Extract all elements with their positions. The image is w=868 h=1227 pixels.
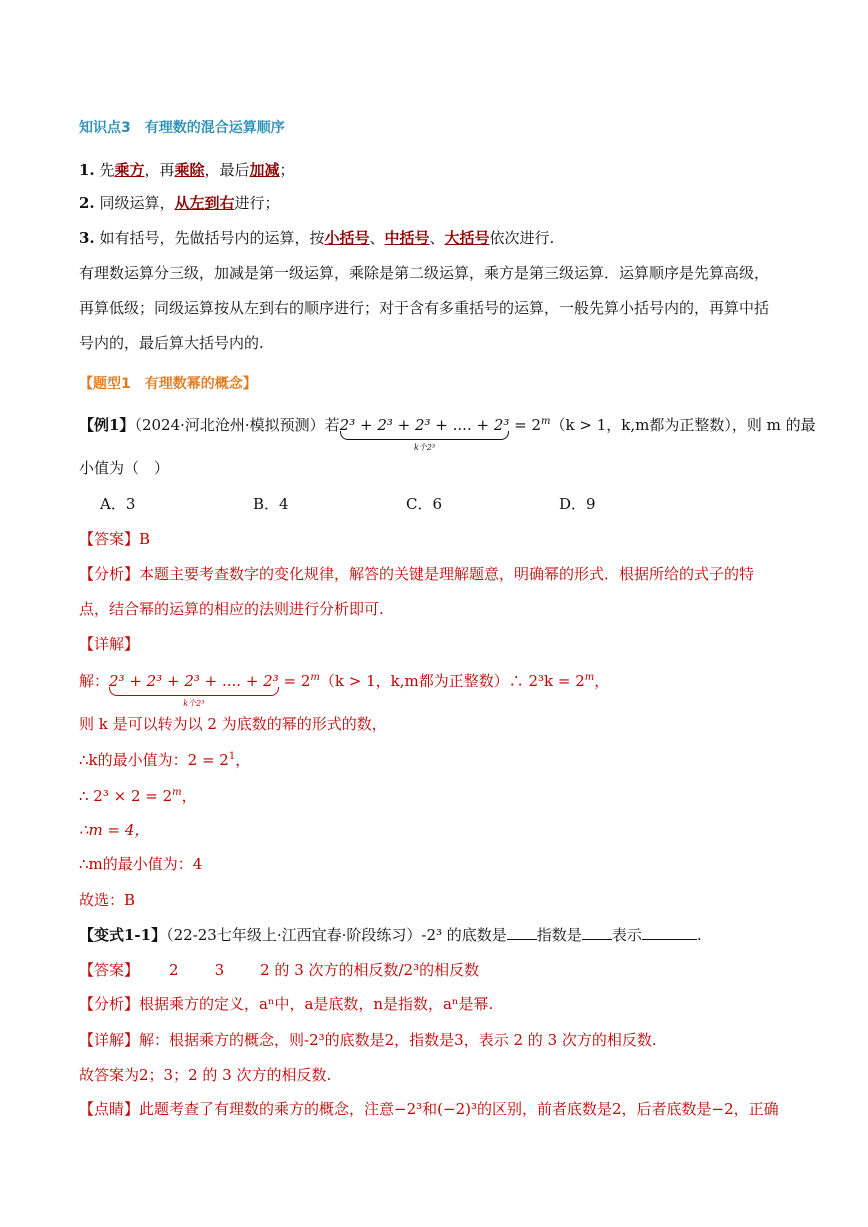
explain-line: 号内的，最后算大括号内的. — [79, 334, 264, 352]
rule-3 — [79, 228, 554, 248]
question-text: 表示 — [611, 926, 642, 944]
punctuation: . — [696, 926, 702, 944]
equation: = 2 — [509, 416, 542, 434]
math-text: ∴k的最小值为：2 = 2 — [79, 751, 229, 769]
therefore: ∴ 2³k = 2 — [508, 672, 585, 690]
rule-text: 如有括号，先做括号内的运算，按 — [99, 229, 325, 247]
variant-tag: 【变式1-1】 — [79, 926, 167, 944]
keyword: 中括号 — [384, 229, 430, 247]
option-b: B．4 — [253, 495, 289, 513]
detail-text: 解：根据乘方的概念，则-2³的底数是2，指数是3，表示 2 的 3 次方的相反数. — [139, 1031, 657, 1049]
answer-label: 【答案】 — [79, 530, 140, 548]
solution-line-1 — [79, 671, 610, 708]
rule-text: ，再 — [144, 161, 175, 179]
underbrace-expression — [339, 415, 510, 452]
exponent: m — [172, 787, 182, 798]
exponent: m — [541, 416, 551, 427]
solution-line-4 — [79, 786, 197, 806]
answer-value-1: 2 — [169, 961, 179, 979]
variant-analysis — [79, 994, 493, 1014]
answer-blank — [642, 925, 697, 940]
punctuation: ， — [235, 751, 251, 769]
type-title: 【题型1 有理数幂的概念】 — [79, 376, 257, 392]
rule-1 — [79, 160, 295, 180]
rule-number: 3. — [79, 229, 95, 247]
section-title: 知识点3 有理数的混合运算顺序 — [79, 120, 285, 136]
rule-text: 、 — [369, 229, 385, 247]
option-a: A．3 — [100, 495, 136, 513]
answer-blank — [507, 925, 537, 940]
solution-prefix: 解： — [79, 672, 110, 690]
rule-2 — [79, 193, 280, 213]
analysis-text: 本题主要考查数字的变化规律，解答的关键是理解题意，明确幂的形式．根据所给的式子的特 — [139, 565, 755, 583]
keyword: 乘方 — [114, 161, 145, 179]
explain-line: 有理数运算分三级，加减是第一级运算，乘除是第二级运算，乘方是第三级运算．运算顺序是先算高级， — [79, 264, 770, 282]
comment-text: 此题考查了有理数的乘方的概念，注意−2³和(−2)³的区别，前者底数是2，后者底数是−2，正确 — [139, 1100, 779, 1118]
analysis-line-1 — [79, 564, 754, 584]
analysis-text: 根据乘方的定义，aⁿ中，a是底数，n是指数，aⁿ是幂. — [139, 995, 494, 1013]
brace-expression: 2³ + 2³ + 2³ + .... + 2³ — [109, 672, 279, 690]
exponent: 1 — [228, 751, 236, 762]
rule-text: ； — [279, 161, 295, 179]
rule-text: 进行； — [234, 194, 280, 212]
condition: （k > 1，k,m都为正整数） — [319, 672, 509, 690]
comment — [79, 1099, 779, 1119]
question-text: 指数是 — [536, 926, 582, 944]
example-line-1 — [79, 415, 816, 452]
solution-line-5: ∴m = 4， — [79, 821, 150, 839]
solution-line-2: 则 k 是可以转为以 2 为底数的幂的形式的数， — [79, 715, 387, 733]
detail-label: 【详解】 — [79, 635, 140, 653]
example-tag: 【例1】 — [79, 416, 135, 434]
explain-line: 再算低级；同级运算按从左到右的顺序进行；对于含有多重括号的运算，一般先算小括号内的，再算中括 — [79, 299, 770, 317]
exponent: m — [310, 672, 320, 683]
exponent: m — [584, 672, 595, 683]
rule-text: 先 — [99, 161, 115, 179]
brace-label: k个2³ — [183, 699, 205, 708]
answer-blank — [582, 925, 612, 940]
options — [100, 494, 712, 514]
answer — [79, 529, 150, 549]
punctuation: ， — [181, 787, 197, 805]
underbrace-expression — [109, 671, 279, 708]
question-text: -2³ 的底数是 — [421, 926, 507, 944]
variant-source: （22-23七年级上·江西宜春·阶段练习） — [166, 926, 422, 944]
option-d: D．9 — [559, 495, 596, 513]
punctuation: ， — [594, 672, 610, 690]
rule-text: 同级运算， — [99, 194, 175, 212]
analysis-label: 【分析】 — [79, 995, 140, 1013]
solution-line-6: ∴m的最小值为：4 — [79, 855, 203, 873]
equation: = 2 — [278, 672, 311, 690]
solution-line-7: 故选：B — [79, 891, 136, 909]
answer-value-2: 3 — [214, 961, 225, 979]
example-tail: ，则 m 的最 — [731, 416, 816, 434]
brace-expression: 2³ + 2³ + 2³ + .... + 2³ — [339, 416, 510, 434]
brace-label: k个2³ — [413, 443, 436, 452]
condition: （k > 1，k,m都为正整数） — [550, 416, 732, 434]
analysis-label: 【分析】 — [79, 565, 140, 583]
keyword: 大括号 — [444, 229, 490, 247]
keyword: 加减 — [249, 161, 280, 179]
answer-label: 【答案】 — [79, 961, 140, 979]
variant-question — [79, 925, 702, 945]
example-line-2: 小值为（ ） — [79, 459, 170, 477]
rule-text: 依次进行. — [489, 229, 555, 247]
answer-value: B — [139, 530, 151, 548]
answer-value-3: 2 的 3 次方的相反数/2³的相反数 — [260, 961, 480, 979]
variant-answer — [79, 960, 479, 980]
rule-number: 1. — [79, 161, 95, 179]
math-text: ∴ 2³ × 2 = 2 — [79, 787, 173, 805]
keyword: 从左到右 — [174, 194, 235, 212]
comment-label: 【点睛】 — [79, 1100, 140, 1118]
analysis-line-2: 点，结合幂的运算的相应的法则进行分析即可. — [79, 600, 384, 618]
keyword: 乘除 — [174, 161, 205, 179]
keyword: 小括号 — [324, 229, 370, 247]
rule-text: ，最后 — [204, 161, 250, 179]
rule-number: 2. — [79, 194, 95, 212]
option-c: C．6 — [406, 495, 443, 513]
detail-label: 【详解】 — [79, 1031, 140, 1049]
rule-text: 、 — [429, 229, 445, 247]
variant-detail — [79, 1030, 657, 1050]
solution-line-3 — [79, 750, 250, 770]
variant-conclusion: 故答案为2；3；2 的 3 次方的相反数. — [79, 1066, 332, 1084]
example-source: （2024·河北沧州·模拟预测）若 — [134, 416, 340, 434]
